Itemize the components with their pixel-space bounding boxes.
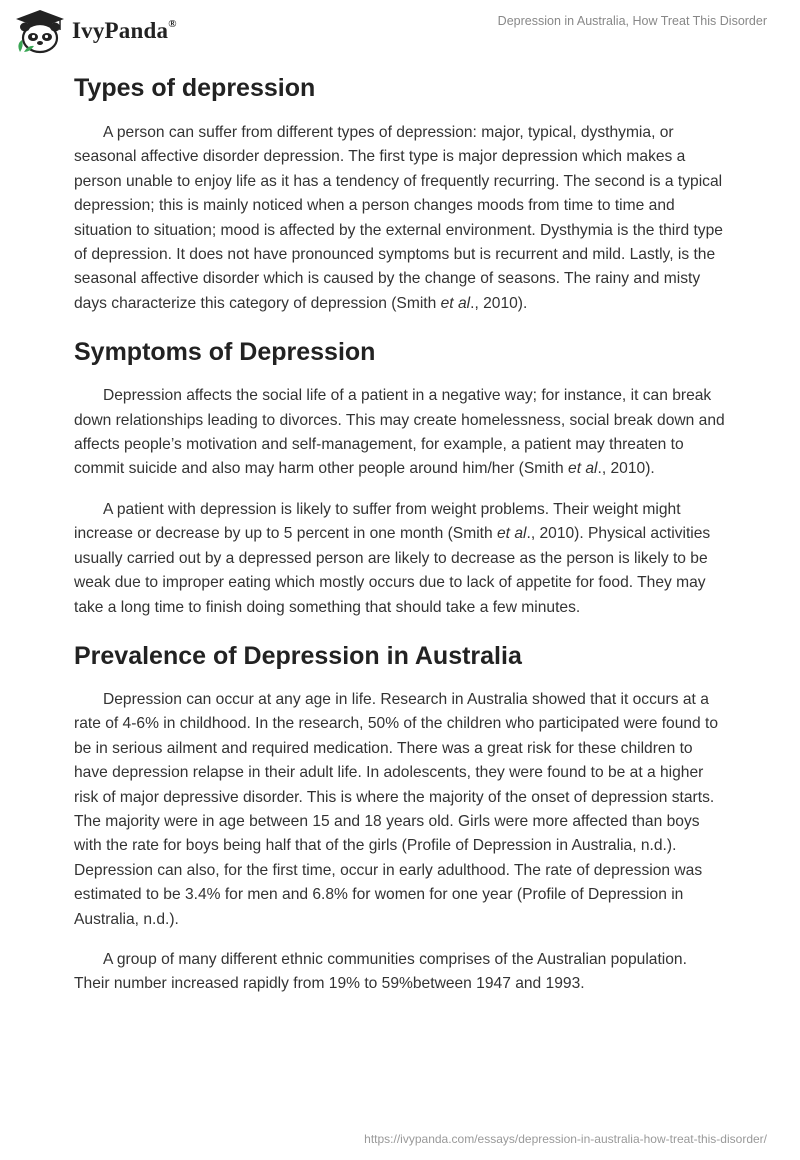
paragraph-prevalence-1: Depression can occur at any age in life. Research in Australia showed that it occurs at a rate of 4-6% in childhood. In the research, 50% of the children who participated were found to be in serious ailment and required medication. There was a great risk for these children to have depression relapse in their adult life. In adolescents, they were found to be at a higher risk of major depressive disorder. This is where the majority of the onset of depression starts. The majority were in age between 15 and 18 years old. Girls were more affected than boys with the rate for boys being half that of the girls (Profile of Depression in Australia, n.d.). Depression can also, for the first time, occur in early adulthood. The rate of depression was estimated to be 3.4% for men and 6.8% for women for one year (Profile of Depression in Australia, n.d.). [74, 690, 719, 928]
citation-et-al: et al [440, 294, 471, 312]
brand-name: IvyPanda® [72, 18, 177, 43]
page-header [0, 0, 800, 66]
citation-et-al: et al [568, 460, 598, 478]
section-heading-types: Types of depression [74, 74, 316, 102]
paragraph-symptoms-2: A patient with depression is likely to suffer from weight problems. Their weight might increase or decrease by up to 5 percent in one month (Smith et al., 2010). Physical activities usually carried out by a depressed person are likely to decrease as the person is likely to be weak due to improper eating which mostly occurs due to lack of appetite for food. They may take a long time to finish doing something that should take a few minutes. [74, 500, 711, 616]
citation-et-al: et al [497, 525, 527, 543]
section-heading-prevalence: Prevalence of Depression in Australia [74, 641, 522, 670]
paragraph-prevalence-2: A group of many different ethnic communities comprises of the Australian population. Their number increased rapidly from 19% to 59%between 1947 and 1993. [74, 950, 687, 993]
panda-icon [14, 8, 66, 54]
source-url[interactable]: https://ivypanda.com/essays/depression-in-australia-how-treat-this-disorder/ [364, 1132, 767, 1146]
paragraph-symptoms-1: Depression affects the social life of a patient in a negative way; for instance, it can break down relationships leading to divorces. This may create homelessness, social break down and affects people’s motivation and self-management, for example, a patient may threaten to commit suicide and also may harm other people around him/her (Smith et al., 2010). [74, 387, 725, 478]
ivypanda-logo[interactable] [14, 8, 177, 54]
section-heading-symptoms: Symptoms of Depression [74, 338, 376, 367]
paragraph-types: A person can suffer from different types of depression: major, typical, dysthymia, or seasonal affective disorder depression. The first type is major depression which makes a person unable to enjoy life as it has a tendency of frequently recurring. The second is a typical depression; this is mainly noticed when a person changes moods from time to time and situation to situation; mood is affected by the external environment. Dysthymia is the third type of depression. It does not have pronounced symptoms but is recurrent and mild. Lastly, is the seasonal affective disorder which is caused by the change of seasons. The rainy and misty days characterize this category of depression (Smith et al., 2010). [74, 124, 723, 312]
essay-body [74, 70, 726, 997]
document-title: Depression in Australia, How Treat This Disorder [497, 14, 767, 28]
